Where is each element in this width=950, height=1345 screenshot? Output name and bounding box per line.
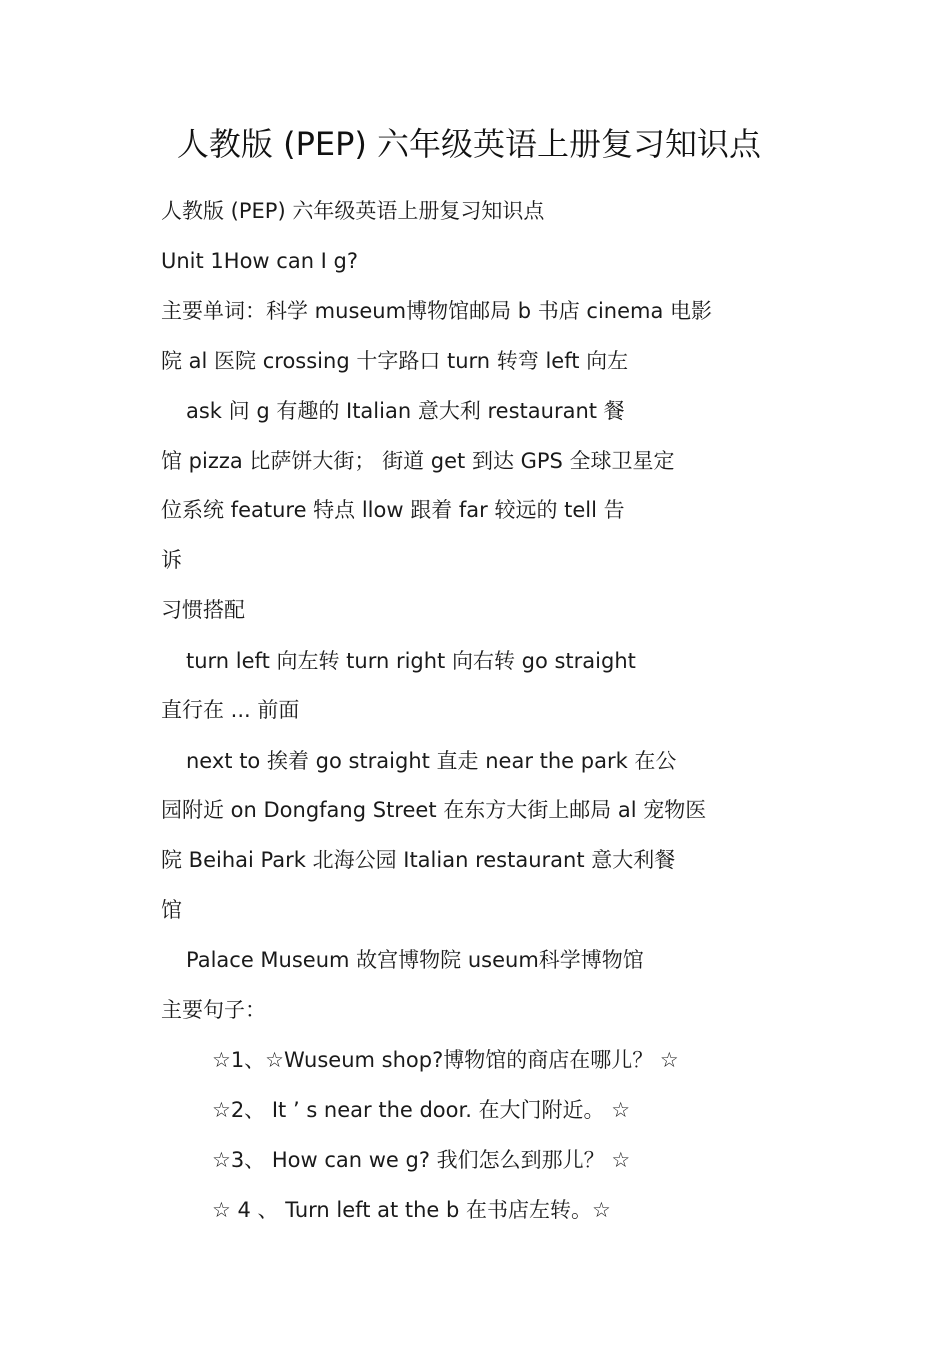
text-line: 人教版 (PEP) 六年级英语上册复习知识点 xyxy=(161,199,545,223)
text-line: turn left 向左转 turn right 向右转 go straight xyxy=(186,649,636,673)
sentence-item: ☆ 4 、 Turn left at the b 在书店左转。☆ xyxy=(212,1198,611,1222)
sentence-item: ☆3、 How can we g? 我们怎么到那儿？ ☆ xyxy=(212,1148,631,1172)
text-line: 馆 xyxy=(161,898,182,922)
section-heading: 主要句子： xyxy=(161,998,266,1022)
text-line: 主要单词：科学 museum博物馆邮局 b 书店 cinema 电影 xyxy=(161,299,713,323)
text-line: next to 挨着 go straight 直走 near the park 在公 xyxy=(186,749,677,773)
text-line: Palace Museum 故宫博物院 useum科学博物馆 xyxy=(186,948,644,972)
text-line: 园附近 on Dongfang Street 在东方大街上邮局 al 宠物医 xyxy=(161,798,707,822)
document-title: 人教版 (PEP) 六年级英语上册复习知识点 xyxy=(176,125,762,163)
text-line: 院 Beihai Park 北海公园 Italian restaurant 意大利餐 xyxy=(161,848,676,872)
sentence-item: ☆1、☆Wuseum shop?博物馆的商店在哪儿？ ☆ xyxy=(212,1048,679,1072)
text-line: 院 al 医院 crossing 十字路口 turn 转弯 left 向左 xyxy=(161,349,629,373)
text-line: ask 问 g 有趣的 Italian 意大利 restaurant 餐 xyxy=(186,399,625,423)
text-line: 直行在 ... 前面 xyxy=(161,698,300,722)
text-line: 馆 pizza 比萨饼大街； 街道 get 到达 GPS 全球卫星定 xyxy=(161,449,675,473)
text-line: 位系统 feature 特点 llow 跟着 far 较远的 tell 告 xyxy=(161,498,625,522)
sentence-item: ☆2、 It ’ s near the door. 在大门附近。 ☆ xyxy=(212,1098,631,1122)
section-heading: 习惯搭配 xyxy=(161,598,245,622)
text-line: 诉 xyxy=(161,548,182,572)
text-line: Unit 1How can I g? xyxy=(161,249,359,273)
